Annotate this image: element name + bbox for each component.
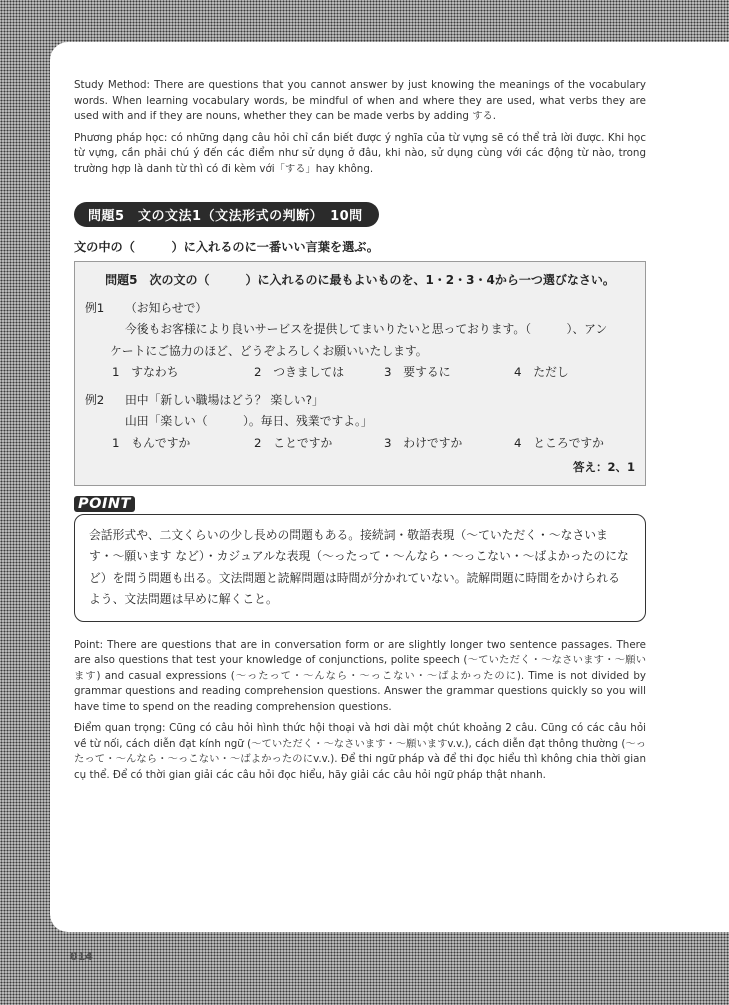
choice: 1 もんですか	[112, 435, 191, 450]
example-1-context: （お知らせで）	[125, 300, 208, 315]
example-2-label: 例2	[85, 392, 105, 407]
notes-vietnamese: Điểm quan trọng: Cũng có câu hỏi hình thức hội thoại và hơi dài một chút khoảng 2 câu. Cũng có các câu hỏi về từ nối, cách diễn đạt kính ngữ (～ていただく・～なさいます・～願いますv.v.), cách diễn đạt thông thường (～ったって・～んなら・～っこない・～ばよかったのにv.v.). Để thi ngữ pháp và để thi đọc hiểu thì không chia thời gian cụ thể. Để có thời gian giải các câu hỏi đọc hiểu, hãy giải các câu hỏi ngữ pháp thật nhanh.	[74, 722, 646, 781]
notes	[74, 638, 646, 784]
point-box: 会話形式や、二文くらいの少し長めの問題もある。接続詞・敬語表現（～ていただく・～なさいます・～願います など）・カジュアルな表現（～ったって・～んなら・～っこない・～ばよかったのになど）を問う問題も出る。文法問題と読解問題は時間が分かれていない。読解問題に時間をかけられるよう、文法問題は早めに解くこと。	[74, 514, 646, 622]
example-box	[74, 261, 646, 486]
choice: 2 ことですか	[254, 435, 333, 450]
notes-english: Point: There are questions that are in conversation form or are slightly longer two sentence passages. There are also questions that test your knowledge of conjunctions, polite speech (～ていただく・～なさいます・～願います) and casual expressions (～ったって・～んなら・～っこない・～ばよかったのに). Time is not divided by grammar questions and reading comprehension questions. Answer the grammar questions quickly so you will have time to spend on the reading comprehension questions.	[74, 638, 646, 713]
choice: 4 ただし	[514, 365, 569, 379]
example-1-label: 例1	[85, 300, 105, 315]
page-content	[74, 78, 646, 783]
example-2-choices	[85, 433, 635, 455]
choice: 3 要するに	[384, 365, 451, 379]
choice: 3 わけですか	[384, 435, 463, 450]
page-number: 014	[70, 950, 93, 963]
example-box-title: 問題5 次の文の（ ）に入れるのに最もよいものを、1・2・3・4から一つ選びなさい。	[105, 273, 615, 287]
section-instruction: 文の中の（ ）に入れるのに一番いい言葉を選ぶ。	[74, 240, 379, 254]
point-logo: POINT	[74, 496, 135, 512]
example-2	[85, 390, 635, 455]
answer-key: 答え：2、1	[572, 460, 635, 474]
intro-english: Study Method: There are questions that you cannot answer by just knowing the meanings of the vocabulary words. When learning vocabulary words, be mindful of when and where they are used, what verbs they are used with and if they are nouns, whether they can be made verbs by adding する.	[74, 79, 646, 122]
choice: 2 つきましては	[254, 365, 345, 379]
example-1-line2: ケートにご協力のほど、どうぞよろしくお願いいたします。	[110, 343, 428, 358]
section-title: 問題5 文の文法1（文法形式の判断） 10問	[74, 202, 379, 227]
intro-vietnamese: Phương pháp học: có những dạng câu hỏi chỉ cần biết được ý nghĩa của từ vựng sẽ có thể trả lời được. Khi học từ vựng, cần phải chú ý đến các điểm như sử dụng ở đâu, khi nào, sử dụng cùng với các động từ nào, trong trường hợp là danh từ thì có đi kèm với「する」hay không.	[74, 131, 646, 175]
example-1-line1: 今後もお客様により良いサービスを提供してまいりたいと思っております。（ ）、アン	[125, 322, 608, 336]
choice: 1 すなわち	[112, 365, 179, 379]
example-1-choices	[85, 362, 635, 384]
example-1	[85, 298, 635, 384]
page-sheet	[50, 42, 729, 932]
example-2-line1: 田中「新しい職場はどう？ 楽しい?」	[125, 392, 324, 407]
example-2-line2: 山田「楽しい（ ）。毎日、残業ですよ。」	[125, 414, 373, 428]
choice: 4 ところですか	[514, 435, 604, 450]
